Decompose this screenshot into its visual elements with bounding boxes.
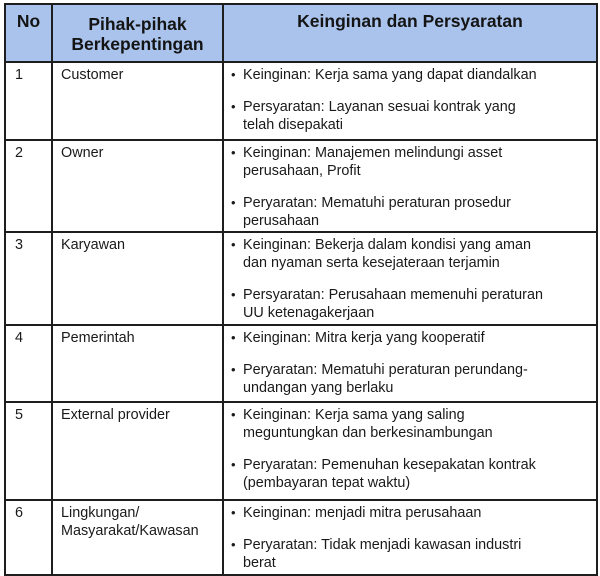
wish-item: [231, 406, 592, 442]
wish-item: [231, 66, 592, 84]
condition-text: Persyaratan: Layanan sesuai kontrak yang telah disepakati: [243, 99, 516, 133]
bullet-icon: •: [231, 99, 236, 114]
header-no: No: [5, 4, 52, 62]
bullet-icon: •: [231, 407, 236, 422]
condition-item: [231, 456, 592, 492]
wish-item: [231, 144, 592, 180]
condition-text: Peryaratan: Mematuhi peraturan prosedur perusahaan: [243, 195, 511, 229]
condition-item: [231, 361, 592, 397]
table-body: [5, 62, 597, 575]
bullet-icon: •: [231, 195, 236, 210]
header-requirement: Keinginan dan Persyaratan: [223, 4, 597, 62]
wish-item: [231, 504, 592, 522]
party-name: Customer: [52, 62, 223, 140]
header-party: [52, 4, 223, 62]
header-party-text: Pihak-pihak Berkepentingan: [71, 14, 204, 54]
table-row: [5, 232, 597, 325]
table-row: [5, 402, 597, 500]
wish-text: Keinginan: menjadi mitra perusahaan: [243, 505, 482, 521]
wish-item: [231, 329, 592, 347]
table-row: [5, 325, 597, 402]
party-name: Pemerintah: [52, 325, 223, 402]
table-row: [5, 140, 597, 232]
condition-item: [231, 286, 592, 322]
table-header: [5, 4, 597, 62]
condition-item: [231, 536, 592, 572]
condition-text: Peryaratan: Pemenuhan kesepakatan kontrak (pembayaran tepat waktu): [243, 457, 536, 491]
wish-text: Keinginan: Manajemen melindungi asset perusahaan, Profit: [243, 145, 503, 179]
requirement-cell: [223, 232, 597, 325]
requirement-cell: [223, 140, 597, 232]
row-number: 3: [5, 232, 52, 325]
row-number: 2: [5, 140, 52, 232]
condition-text: Peryaratan: Mematuhi peraturan perundang- undangan yang berlaku: [243, 362, 528, 396]
bullet-icon: •: [231, 237, 236, 252]
stakeholder-table: [4, 3, 598, 576]
bullet-icon: •: [231, 537, 236, 552]
bullet-icon: •: [231, 362, 236, 377]
party-name: External provider: [52, 402, 223, 500]
condition-item: [231, 98, 592, 134]
bullet-icon: •: [231, 330, 236, 345]
stakeholder-table-container: [4, 3, 596, 571]
condition-text: Peryaratan: Tidak menjadi kawasan industri berat: [243, 537, 522, 571]
bullet-icon: •: [231, 287, 236, 302]
bullet-icon: •: [231, 145, 236, 160]
wish-text: Keinginan: Kerja sama yang saling meguntungkan dan berkesinambungan: [243, 407, 493, 441]
requirement-cell: [223, 62, 597, 140]
row-number: 4: [5, 325, 52, 402]
condition-item: [231, 194, 592, 230]
row-number: 6: [5, 500, 52, 575]
wish-text: Keinginan: Kerja sama yang dapat diandalkan: [243, 67, 537, 83]
header-row: [5, 4, 597, 62]
party-name: Owner: [52, 140, 223, 232]
requirement-cell: [223, 500, 597, 575]
table-row: [5, 500, 597, 575]
bullet-icon: •: [231, 67, 236, 82]
bullet-icon: •: [231, 457, 236, 472]
wish-item: [231, 236, 592, 272]
requirement-cell: [223, 325, 597, 402]
row-number: 5: [5, 402, 52, 500]
wish-text: Keinginan: Mitra kerja yang kooperatif: [243, 330, 485, 346]
party-name: Lingkungan/ Masyarakat/Kawasan: [52, 500, 223, 575]
row-number: 1: [5, 62, 52, 140]
requirement-cell: [223, 402, 597, 500]
wish-text: Keinginan: Bekerja dalam kondisi yang aman dan nyaman serta kesejateraan terjamin: [243, 237, 531, 271]
table-row: [5, 62, 597, 140]
condition-text: Persyaratan: Perusahaan memenuhi peraturan UU ketenagakerjaan: [243, 287, 543, 321]
bullet-icon: •: [231, 505, 236, 520]
party-name: Karyawan: [52, 232, 223, 325]
